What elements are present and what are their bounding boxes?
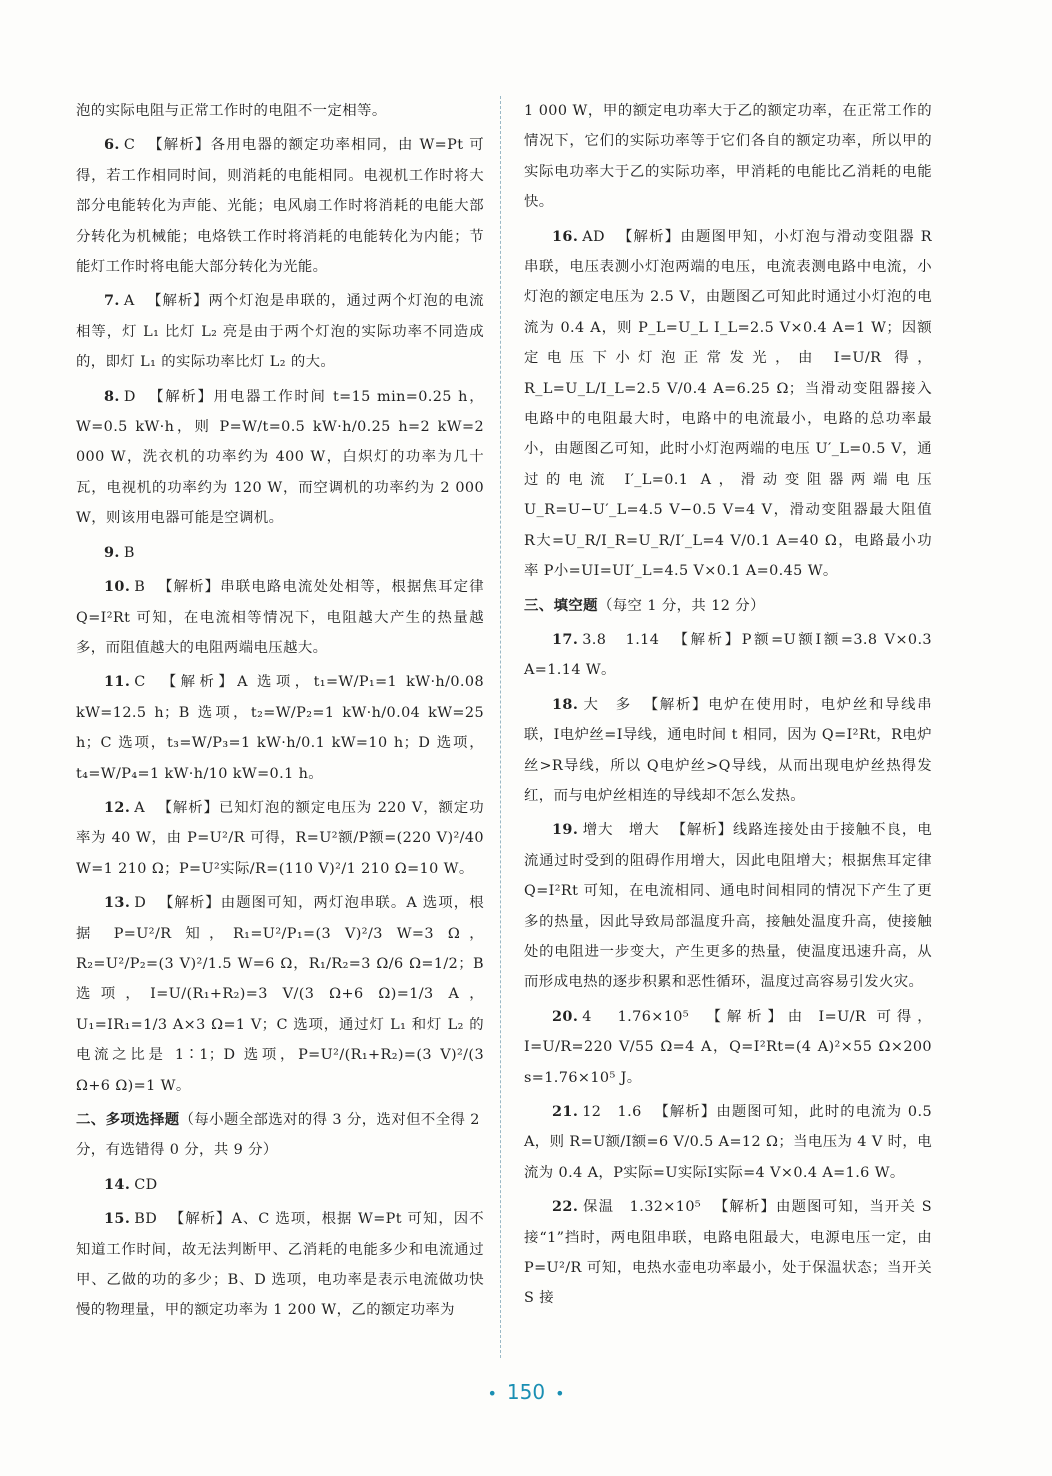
question-number: 13. — [104, 894, 131, 912]
question-number: 9. — [104, 543, 120, 561]
explanation-text: 【解析】由 I=U/R 可得，I=U/R=220 V/55 Ω=4 A，Q=I²Rt=(4 A)²×55 Ω×200 s=1.76×10⁵ J。 — [524, 1008, 932, 1086]
answer-key: A — [134, 799, 146, 816]
answer-item — [524, 222, 932, 587]
explanation-text: 【解析】已知灯泡的额定电压为 220 V，额定功率为 40 W，由 P=U²/R 可得，R=U²额/P额=(220 V)²/40 W=1 210 Ω；P=U²实际/R=(110 V)²/1 210 Ω=10 W。 — [76, 799, 484, 877]
question-number: 16. — [552, 227, 579, 245]
question-number: 17. — [552, 630, 579, 648]
question-number: 14. — [104, 1175, 131, 1193]
question-number: 15. — [104, 1210, 131, 1228]
explanation-text: 【解析】线路连接处由于接触不良，电流通过时受到的阻碍作用增大，因此电阻增大；根据焦耳定律 Q=I²Rt 可知，在电流相同、通电时间相同的情况下产生了更多的热量，因此导致局部温度升高，接触处温度升高，使接触处的电阻进一步变大，产生更多的热量，使温度迅速升高，从而形成电热的逐步积累和恶性循环，温度过高容易引发火灾。 — [524, 822, 932, 991]
answer-item — [76, 667, 484, 789]
answer-key: 增大 增大 — [582, 822, 660, 839]
answer-key: 4 1.76×10⁵ — [582, 1008, 690, 1025]
question-number: 18. — [552, 695, 579, 713]
continued-paragraph: 1 000 W，甲的额定电功率大于乙的额定功率，在正常工作的情况下，它们的实际功率等于它们各自的额定功率，所以甲的实际电功率大于乙的实际功率，甲消耗的电能比乙消耗的电能快。 — [524, 103, 932, 211]
answer-item — [76, 1204, 484, 1326]
answer-item — [76, 1170, 484, 1200]
explanation-text: 【解析】由题图可知，当开关 S 接“1”挡时，两电阻串联，电路电阻最大，电源电压一定，由 P=U²/R 可知，电热水壶电功率最小，处于保温状态；当开关 S 接 — [524, 1199, 932, 1307]
answer-item — [524, 1097, 932, 1188]
explanation-text: 【解析】电炉在使用时，电炉丝和导线串联，I电炉丝=I导线，通电时间 t 相同，因为 Q=I²Rt，R电炉丝>R导线，所以 Q电炉丝>Q导线，从而出现电炉丝热得发红，而与电炉丝相连的导线却不怎么发热。 — [524, 696, 933, 804]
question-number: 20. — [552, 1007, 579, 1025]
answer-item — [76, 382, 484, 534]
question-number: 12. — [104, 798, 131, 816]
page-number-value: 150 — [506, 1380, 546, 1404]
answer-key: A — [123, 293, 135, 310]
answer-key: C — [134, 674, 146, 691]
question-number: 8. — [104, 387, 120, 405]
section-heading — [524, 591, 932, 621]
answer-item — [76, 572, 484, 663]
answer-key: 3.8 1.14 — [582, 631, 660, 648]
explanation-text: 【解析】P额=U额I额=3.8 V×0.3 A=1.14 W。 — [524, 631, 932, 679]
question-number: 22. — [552, 1198, 579, 1216]
question-number: 6. — [104, 136, 120, 154]
answer-item — [524, 625, 932, 686]
question-number: 7. — [104, 292, 120, 310]
answer-key: 保温 1.32×10⁵ — [582, 1199, 702, 1216]
explanation-text: 【解析】由题图甲知，小灯泡与滑动变阻器 R 串联，电压表测小灯泡两端的电压，电流表测电路中电流，小灯泡的额定电压为 2.5 V，由题图乙可知此时通过小灯泡的电流为 0.4 A，则 P_L=U_L I_L=2.5 V×0.4 A=1 W；因额定电压下小灯泡正常发光，由 I=U/R 得，R_L=U_L/I_L=2.5 V/0.4 A=6.25 Ω；当滑动变阻器接入电路中的电阻最大时，电路中的电流最小，电路的总功率最小，由题图乙可知，此时小灯泡两端的电压 U′_L=0.5 V，通过的电流 I′_L=0.1 A，滑动变阻器两端电压 U_R=U−U′_L=4.5 V−0.5 V=4 V，滑动变阻器最大阻值 R大=U_R/I_R=U_R/I′_L=4 V/0.1 A=40 Ω，电路最小功率 P小=UI=UI′_L=4.5 V×0.1 A=0.45 W。 — [524, 228, 932, 580]
page-number: • 150 • — [487, 1380, 565, 1404]
answer-key: BD — [134, 1211, 158, 1228]
answer-item — [76, 286, 484, 377]
answer-item — [76, 888, 484, 1101]
answer-item — [524, 815, 932, 997]
answer-item — [524, 690, 932, 812]
answer-item — [76, 538, 484, 568]
answer-item — [76, 130, 484, 282]
explanation-text: 【解析】由题图可知，两灯泡串联。A 选项，根据 P=U²/R 知，R₁=U²/P₁=(3 V)²/3 W=3 Ω，R₂=U²/P₂=(3 V)²/1.5 W=6 Ω，R₁/R₂=3 Ω/6 Ω=1/2；B 选项，I=U/(R₁+R₂)=3 V/(3 Ω+6 Ω)=1/3 A，U₁=IR₁=1/3 A×3 Ω=1 V；C 选项，通过灯 L₁ 和灯 L₂ 的电流之比是 1∶1；D 选项，P=U²/(R₁+R₂)=(3 V)²/(3 Ω+6 Ω)=1 W。 — [76, 895, 484, 1094]
answer-key: B — [134, 579, 146, 596]
section-heading — [76, 1105, 484, 1166]
section-title: 三、填空题 — [524, 596, 598, 614]
answer-item — [524, 1192, 932, 1314]
answer-key: C — [123, 137, 136, 154]
answer-key: B — [123, 544, 135, 561]
explanation-text: 【解析】各用电器的额定功率相同，由 W=Pt 可得，若工作相同时间，则消耗的电能相同。电视机工作时将大部分电能转化为声能、光能；电风扇工作时将消耗的电能大部分转化为机械能；电烙铁工作时将消耗的电能转化为内能；节能灯工作时将电能大部分转化为光能。 — [76, 137, 484, 276]
answer-key: D — [134, 895, 147, 912]
explanation-text: 【解析】串联电路电流处处相等，根据焦耳定律 Q=I²Rt 可知，在电流相等情况下，电阻越大产生的热量越多，而阻值越大的电阻两端电压越大。 — [76, 579, 484, 656]
explanation-text: 【解析】由题图可知，此时的电流为 0.5 A，则 R=U额/I额=6 V/0.5 A=12 Ω；当电压为 4 V 时，电流为 0.4 A，P实际=U实际I实际=4 V×0.4 A=1.6 W。 — [524, 1104, 932, 1181]
answer-key: 大 多 — [582, 696, 632, 713]
answer-key: CD — [134, 1176, 158, 1193]
left-column — [76, 96, 484, 1330]
question-number: 19. — [552, 821, 579, 839]
explanation-text: 【解析】A 选项，t₁=W/P₁=1 kW·h/0.08 kW=12.5 h；B 选项，t₂=W/P₂=1 kW·h/0.04 kW=25 h；C 选项，t₃=W/P₃=1 kW·h/0.1 kW=10 h；D 选项，t₄=W/P₄=1 kW·h/10 kW=0.1 h。 — [76, 674, 484, 782]
question-number: 11. — [104, 673, 131, 691]
answer-key: D — [123, 388, 136, 405]
column-divider — [500, 96, 501, 1358]
explanation-text: 【解析】两个灯泡是串联的，通过两个灯泡的电流相等，灯 L₁ 比灯 L₂ 亮是由于两个灯泡的实际功率不同造成的，即灯 L₁ 的实际功率比灯 L₂ 的大。 — [76, 293, 484, 371]
right-column — [524, 96, 932, 1318]
question-number: 10. — [104, 578, 131, 596]
section-note: （每空 1 分，共 12 分） — [597, 597, 765, 614]
section-note: （每小题全部选对的得 3 分，选对但不全得 2 分，有选错得 0 分，共 9 分） — [76, 1112, 480, 1159]
explanation-text: 【解析】A、C 选项，根据 W=Pt 可知，因不知道工作时间，故无法判断甲、乙消耗的电能多少和电流通过甲、乙做的功的多少；B、D 选项，电功率是表示电流做功快慢的物理量，甲的额定功率为 1 200 W，乙的额定功率为 — [76, 1211, 484, 1319]
continued-paragraph: 泡的实际电阻与正常工作时的电阻不一定相等。 — [76, 103, 387, 119]
answer-key: 12 1.6 — [582, 1104, 642, 1120]
answer-item — [524, 1002, 932, 1093]
answer-item — [76, 793, 484, 884]
question-number: 21. — [552, 1103, 579, 1120]
section-title: 二、多项选择题 — [76, 1111, 180, 1128]
answer-key: AD — [582, 228, 605, 245]
explanation-text: 【解析】用电器工作时间 t=15 min=0.25 h，W=0.5 kW·h，则 P=W/t=0.5 kW·h/0.25 h=2 kW=2 000 W，洗衣机的功率约为 400 W，白炽灯的功率为几十瓦，电视机的功率约为 120 W，而空调机的功率约为 2 000 W，则该用电器可能是空调机。 — [76, 388, 484, 527]
